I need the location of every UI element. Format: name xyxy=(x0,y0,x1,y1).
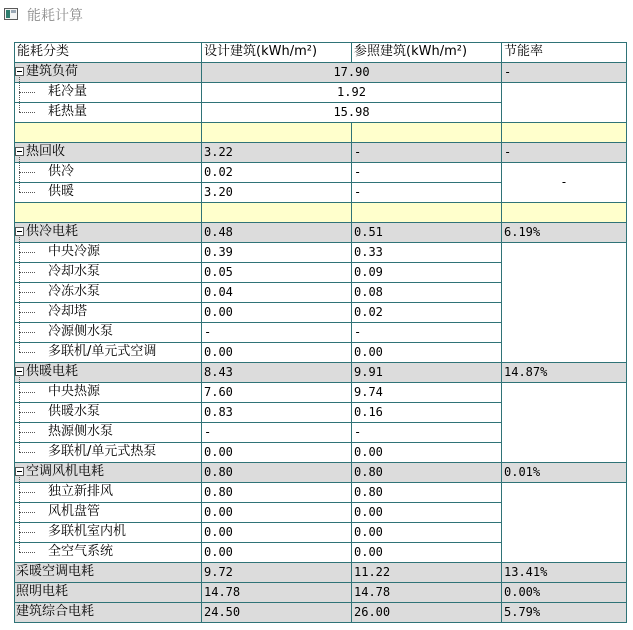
collapse-toggle-icon[interactable] xyxy=(15,147,24,156)
merged-value: 15.98 xyxy=(333,105,370,119)
design-value: 0.05 xyxy=(204,265,233,279)
reference-value: 0.09 xyxy=(354,265,383,279)
reference-value: - xyxy=(354,165,362,179)
item-label: 多联机/单元式空调 xyxy=(48,344,157,359)
reference-value: - xyxy=(354,325,362,339)
design-value: 0.48 xyxy=(204,225,233,239)
design-value: 0.00 xyxy=(204,525,233,539)
design-value: 3.20 xyxy=(204,185,233,199)
merged-value: 17.90 xyxy=(333,65,370,79)
group-label: 建筑负荷 xyxy=(26,64,79,79)
design-value: 0.00 xyxy=(204,345,233,359)
item-label: 全空气系统 xyxy=(48,544,114,559)
grid-hline xyxy=(14,242,627,243)
row-background xyxy=(15,203,627,222)
group-label: 供冷电耗 xyxy=(26,224,79,239)
saving-value: 5.79% xyxy=(504,605,541,619)
tree-branch-icon xyxy=(19,272,35,273)
design-value: 7.60 xyxy=(204,385,233,399)
total-label: 建筑综合电耗 xyxy=(16,604,95,619)
tree-line-icon xyxy=(19,77,20,112)
design-value: 0.00 xyxy=(204,505,233,519)
design-value: 0.80 xyxy=(204,465,233,479)
tree-line-icon xyxy=(19,477,20,552)
merged-value: 1.92 xyxy=(337,85,366,99)
item-label: 冷却水泵 xyxy=(48,264,101,279)
total-label: 采暖空调电耗 xyxy=(16,564,95,579)
item-label: 中央冷源 xyxy=(48,244,101,259)
tree-branch-icon xyxy=(19,452,35,453)
grid-hline xyxy=(14,142,627,143)
row-background xyxy=(15,123,627,142)
item-label: 冷源侧水泵 xyxy=(48,324,114,339)
item-label: 风机盘管 xyxy=(48,504,101,519)
merged-saving-value: - xyxy=(560,175,568,189)
merged-cell-mask xyxy=(502,262,626,263)
row-background xyxy=(15,143,627,162)
reference-value: 0.02 xyxy=(354,305,383,319)
collapse-toggle-icon[interactable] xyxy=(15,67,24,76)
saving-value: 0.01% xyxy=(504,465,541,479)
group-label: 空调风机电耗 xyxy=(26,464,105,479)
merged-cell-mask xyxy=(502,542,626,543)
reference-value: - xyxy=(354,185,362,199)
grid-hline xyxy=(14,382,627,383)
item-label: 冷却塔 xyxy=(48,304,88,319)
tree-branch-icon xyxy=(19,92,35,93)
tree-branch-icon xyxy=(19,252,35,253)
window-title: 能耗计算 xyxy=(27,8,83,24)
grid-hline xyxy=(14,622,627,623)
energy-table xyxy=(14,42,633,622)
collapse-toggle-icon[interactable] xyxy=(15,367,24,376)
group-label: 供暖电耗 xyxy=(26,364,79,379)
reference-value: 0.16 xyxy=(354,405,383,419)
reference-value: 9.91 xyxy=(354,365,383,379)
design-value: 0.00 xyxy=(204,305,233,319)
item-label: 热源侧水泵 xyxy=(48,424,114,439)
grid-hline xyxy=(14,122,627,123)
tree-branch-icon xyxy=(19,292,35,293)
design-value: 14.78 xyxy=(204,585,241,599)
saving-value: - xyxy=(504,65,512,79)
tree-branch-icon xyxy=(19,412,35,413)
grid-hline xyxy=(14,162,627,163)
reference-value: 0.00 xyxy=(354,505,383,519)
reference-value: 0.08 xyxy=(354,285,383,299)
design-value: 8.43 xyxy=(204,365,233,379)
merged-cell-mask xyxy=(502,302,626,303)
collapse-toggle-icon[interactable] xyxy=(15,227,24,236)
merged-cell-mask xyxy=(502,402,626,403)
design-value: 0.83 xyxy=(204,405,233,419)
reference-value: 0.00 xyxy=(354,525,383,539)
merged-cell-mask xyxy=(502,282,626,283)
item-label: 冷冻水泵 xyxy=(48,284,101,299)
title-bar xyxy=(0,0,633,30)
reference-value: 9.74 xyxy=(354,385,383,399)
design-value: 3.22 xyxy=(204,145,233,159)
column-header: 能耗分类 xyxy=(17,44,70,59)
tree-branch-icon xyxy=(19,552,35,553)
reference-value: 0.00 xyxy=(354,345,383,359)
merged-cell-mask xyxy=(502,442,626,443)
reference-value: 14.78 xyxy=(354,585,391,599)
item-label: 供冷 xyxy=(48,164,75,179)
grid-vline xyxy=(626,42,627,622)
item-label: 中央热源 xyxy=(48,384,101,399)
merged-cell-mask xyxy=(502,422,626,423)
app-icon xyxy=(4,8,18,20)
tree-branch-icon xyxy=(19,392,35,393)
saving-value: 14.87% xyxy=(504,365,548,379)
design-value: 0.00 xyxy=(204,445,233,459)
saving-value: 13.41% xyxy=(504,565,548,579)
grid-vline xyxy=(501,42,502,622)
item-label: 多联机/单元式热泵 xyxy=(48,444,157,459)
tree-line-icon xyxy=(19,237,20,352)
item-label: 多联机室内机 xyxy=(48,524,127,539)
tree-branch-icon xyxy=(19,112,35,113)
saving-value: - xyxy=(504,145,512,159)
tree-branch-icon xyxy=(19,172,35,173)
design-value: - xyxy=(204,425,212,439)
item-label: 独立新排风 xyxy=(48,484,114,499)
tree-branch-icon xyxy=(19,312,35,313)
grid-vline xyxy=(201,42,202,622)
merged-cell-mask xyxy=(502,502,626,503)
tree-branch-icon xyxy=(19,532,35,533)
design-value: 0.39 xyxy=(204,245,233,259)
item-label: 耗热量 xyxy=(48,104,88,119)
item-label: 供暖水泵 xyxy=(48,404,101,419)
total-label: 照明电耗 xyxy=(16,584,69,599)
grid-hline xyxy=(14,202,627,203)
grid-vline xyxy=(14,42,15,622)
reference-value: 0.33 xyxy=(354,245,383,259)
merged-cell-mask xyxy=(502,322,626,323)
reference-value: 0.51 xyxy=(354,225,383,239)
design-value: 0.80 xyxy=(204,485,233,499)
item-label: 耗冷量 xyxy=(48,84,88,99)
merged-cell-mask xyxy=(502,522,626,523)
item-label: 供暖 xyxy=(48,184,75,199)
saving-value: 6.19% xyxy=(504,225,541,239)
column-header: 设计建筑(kWh/m²) xyxy=(204,44,318,59)
tree-branch-icon xyxy=(19,352,35,353)
group-label: 热回收 xyxy=(26,144,66,159)
tree-branch-icon xyxy=(19,492,35,493)
reference-value: 26.00 xyxy=(354,605,391,619)
tree-branch-icon xyxy=(19,432,35,433)
tree-line-icon xyxy=(19,157,20,192)
tree-branch-icon xyxy=(19,192,35,193)
reference-value: 0.00 xyxy=(354,445,383,459)
design-value: 24.50 xyxy=(204,605,241,619)
design-value: 0.00 xyxy=(204,545,233,559)
design-value: 9.72 xyxy=(204,565,233,579)
reference-value: 0.80 xyxy=(354,465,383,479)
design-value: 0.02 xyxy=(204,165,233,179)
tree-line-icon xyxy=(19,377,20,452)
reference-value: - xyxy=(354,145,362,159)
saving-value: 0.00% xyxy=(504,585,541,599)
reference-value: - xyxy=(354,425,362,439)
tree-branch-icon xyxy=(19,512,35,513)
reference-value: 0.00 xyxy=(354,545,383,559)
grid-vline xyxy=(351,42,352,62)
reference-value: 0.80 xyxy=(354,485,383,499)
design-value: 0.04 xyxy=(204,285,233,299)
tree-branch-icon xyxy=(19,332,35,333)
design-value: - xyxy=(204,325,212,339)
collapse-toggle-icon[interactable] xyxy=(15,467,24,476)
column-header: 节能率 xyxy=(504,44,544,59)
merged-cell-mask xyxy=(502,342,626,343)
grid-vline xyxy=(351,122,352,622)
reference-value: 11.22 xyxy=(354,565,391,579)
merged-cell-mask xyxy=(502,102,626,103)
column-header: 参照建筑(kWh/m²) xyxy=(354,44,468,59)
